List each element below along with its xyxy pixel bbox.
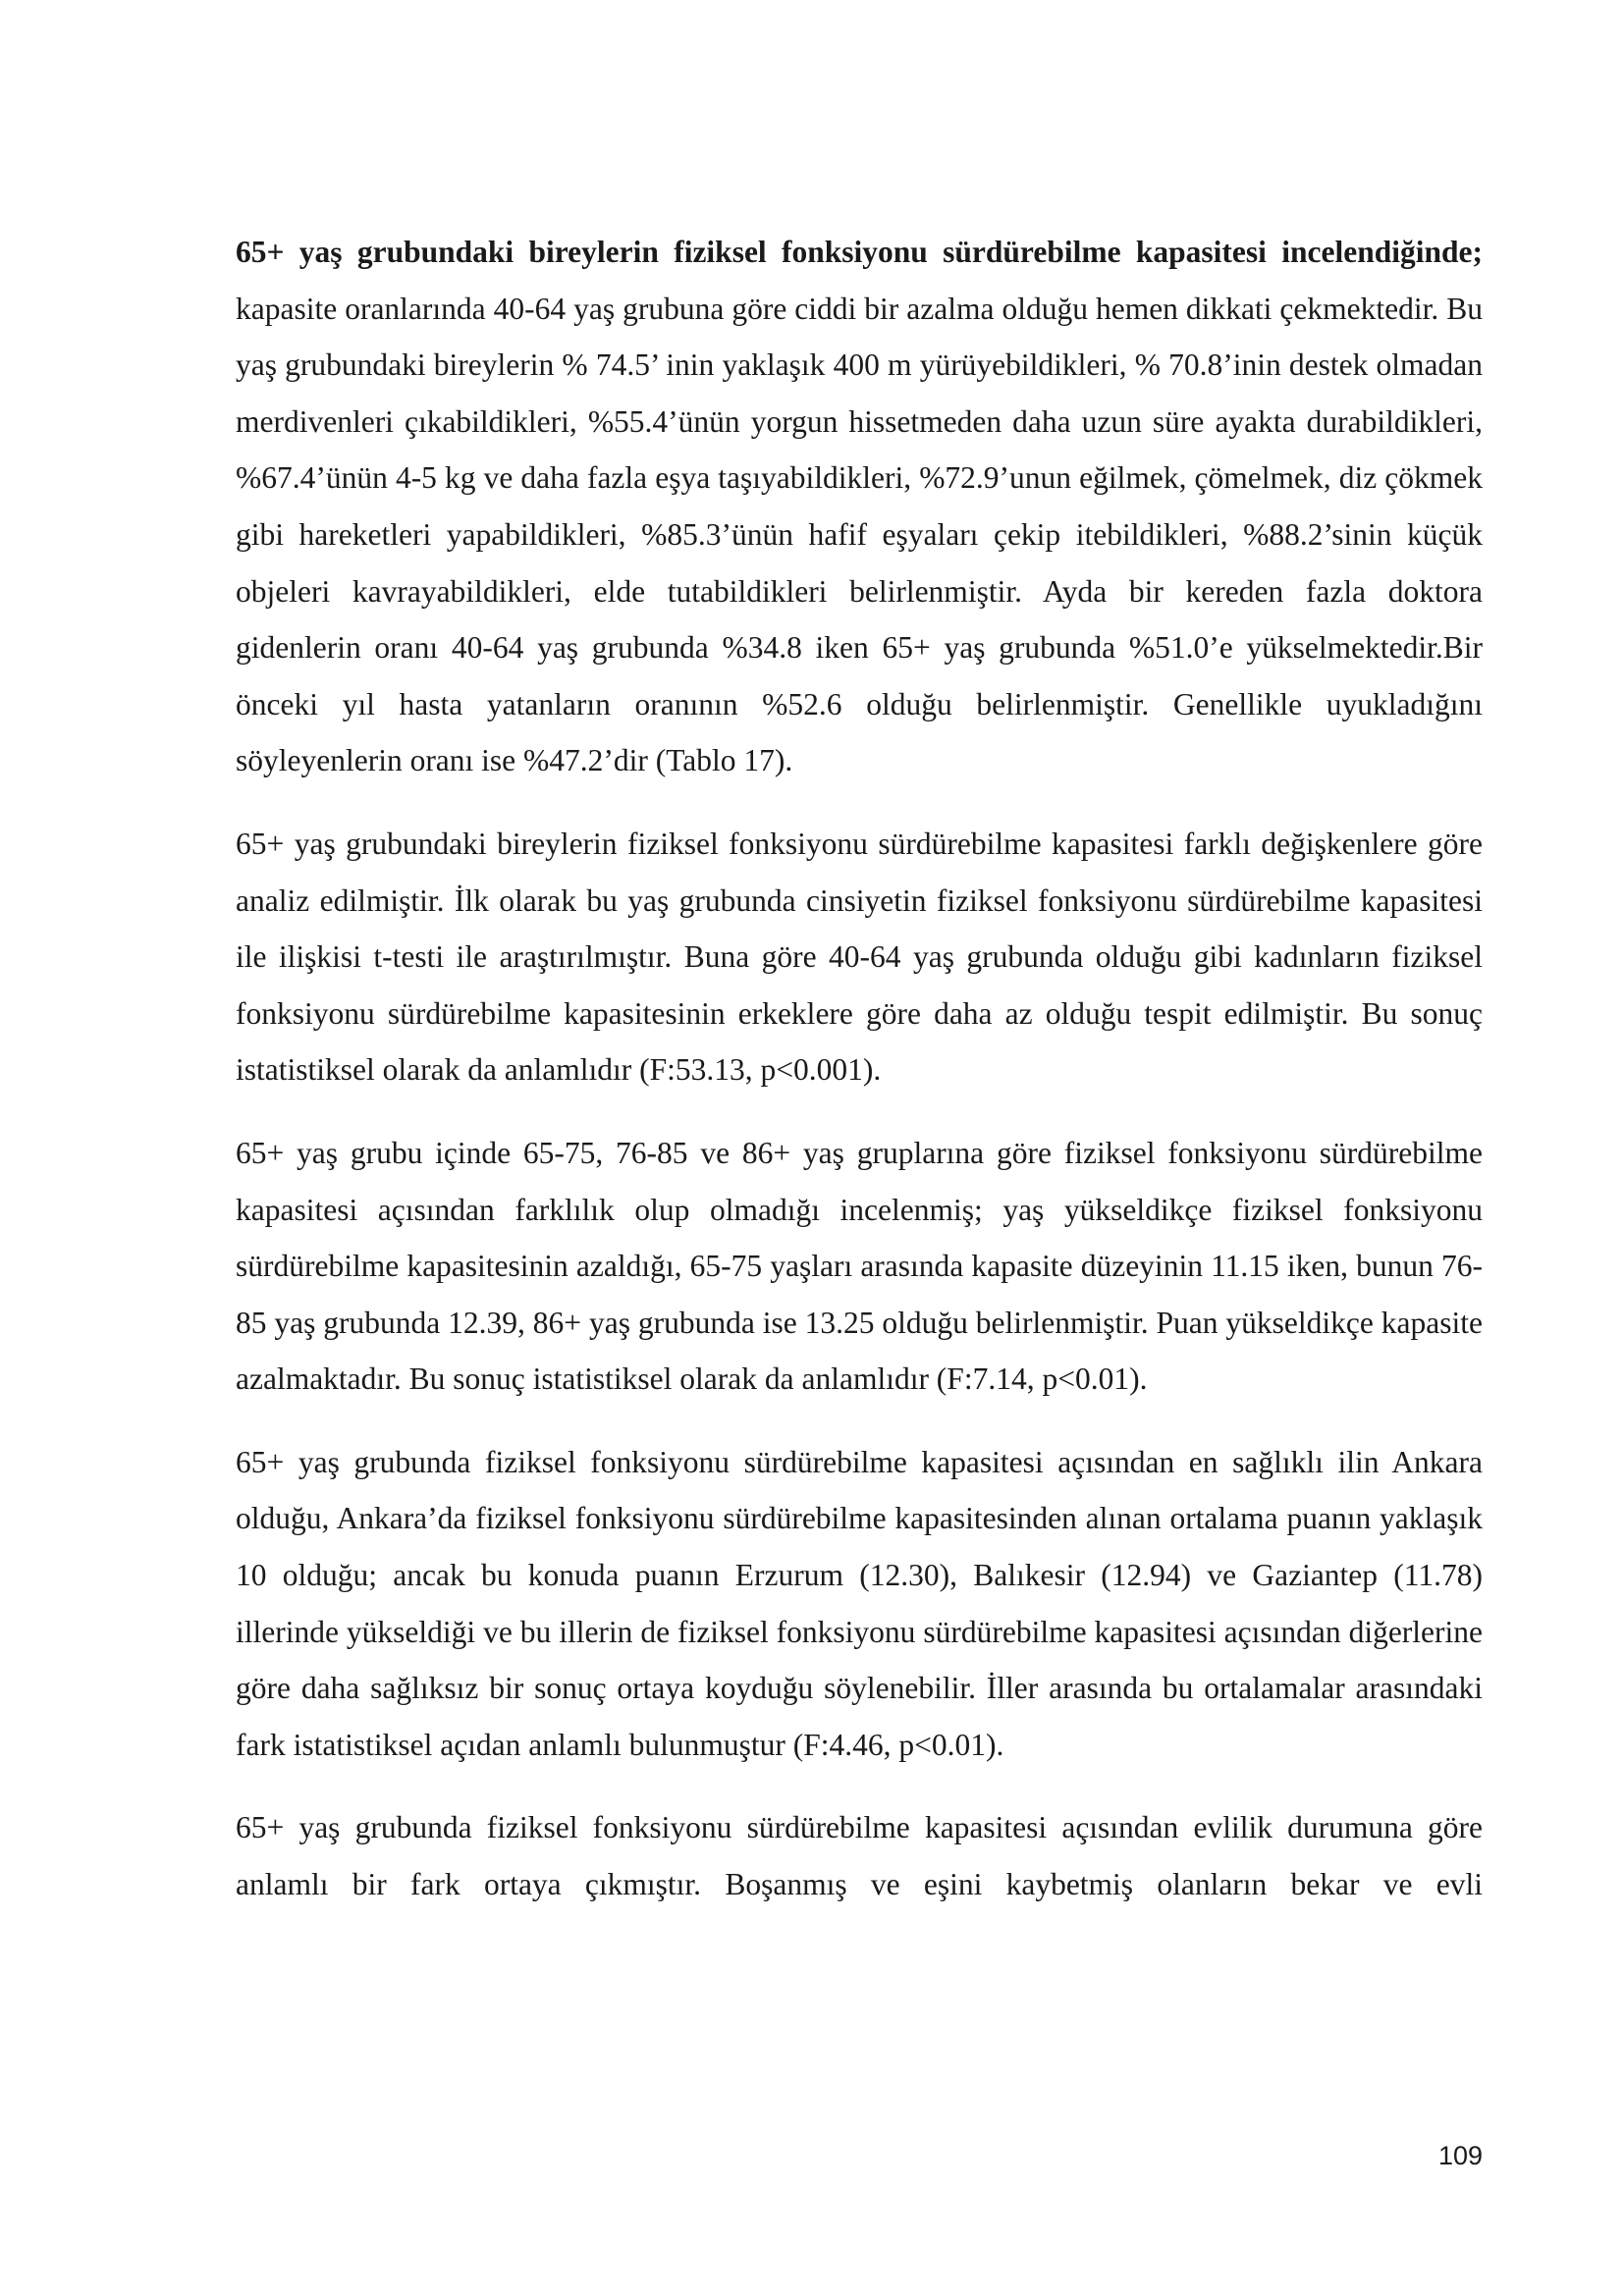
paragraph-2-text: 65+ yaş grubundaki bireylerin fiziksel fonksiyonu sürdürebilme kapasitesi farklı değişkenlere göre analiz edilmiştir. İlk olarak bu yaş grubunda cinsiyetin fiziksel fonksiyonu sürdürebilme kapasitesi ile ilişkisi t-testi ile araştırılmıştır. Buna göre 40-64 yaş grubunda olduğu gibi kadınların fiziksel fonksiyonu sürdürebilme kapasitesinin erkeklere göre daha az olduğu tespit edilmiştir. Bu sonuç istatistiksel olarak da anlamlıdır (F:53.13, p<0.001). <box>236 826 1483 1088</box>
paragraph-4 <box>236 1434 1483 1774</box>
paragraph-3-text: 65+ yaş grubu içinde 65-75, 76-85 ve 86+ yaş gruplarına göre fiziksel fonksiyonu sürdürebilme kapasitesi açısından farklılık olup olmadığı incelenmiş; yaş yükseldikçe fiziksel fonksiyonu sürdürebilme kapasitesinin azaldığı, 65-75 yaşları arasında kapasite düzeyinin 11.15 iken, bunun 76-85 yaş grubunda 12.39, 86+ yaş grubunda ise 13.25 olduğu belirlenmiştir. Puan yükseldikçe kapasite azalmaktadır. Bu sonuç istatistiksel olarak da anlamlıdır (F:7.14, p<0.01). <box>236 1135 1483 1397</box>
paragraph-5 <box>236 1799 1483 1912</box>
paragraph-1-bold-lead: 65+ yaş grubundaki bireylerin fiziksel fonksiyonu sürdürebilme kapasitesi incelendiğinde; <box>236 235 1483 269</box>
page-number: 109 <box>1437 2141 1483 2170</box>
paragraph-5-text: 65+ yaş grubunda fiziksel fonksiyonu sürdürebilme kapasitesi açısından evlilik durumuna göre anlamlı bir fark ortaya çıkmıştır. Boşanmış ve eşini kaybetmiş olanların bekar ve evli <box>236 1810 1483 1902</box>
paragraph-1 <box>236 224 1483 789</box>
document-body <box>236 224 1483 1940</box>
paragraph-4-text: 65+ yaş grubunda fiziksel fonksiyonu sürdürebilme kapasitesi açısından en sağlıklı ilin Ankara olduğu, Ankara’da fiziksel fonksiyonu sürdürebilme kapasitesinden alınan ortalama puanın yaklaşık 10 olduğu; ancak bu konuda puanın Erzurum (12.30), Balıkesir (12.94) ve Gaziantep (11.78) illerinde yükseldiği ve bu illerin de fiziksel fonksiyonu sürdürebilme kapasitesi açısından diğerlerine göre daha sağlıksız bir sonuç ortaya koyduğu söylenebilir. İller arasında bu ortalamalar arasındaki fark istatistiksel açıdan anlamlı bulunmuştur (F:4.46, p<0.01). <box>236 1444 1483 1762</box>
paragraph-3 <box>236 1125 1483 1408</box>
paragraph-2 <box>236 816 1483 1098</box>
paragraph-1-text: kapasite oranlarında 40-64 yaş grubuna göre ciddi bir azalma olduğu hemen dikkati çekmektedir. Bu yaş grubundaki bireylerin % 74.5’ inin yaklaşık 400 m yürüyebildikleri, % 70.8’inin destek olmadan merdivenleri çıkabildikleri, %55.4’ünün yorgun hissetmeden daha uzun süre ayakta durabildikleri, %67.4’ünün 4-5 kg ve daha fazla eşya taşıyabildikleri, %72.9’unun eğilmek, çömelmek, diz çökmek gibi hareketleri yapabildikleri, %85.3’ünün hafif eşyaları çekip itebildikleri, %88.2’sinin küçük objeleri kavrayabildikleri, elde tutabildikleri belirlenmiştir. Ayda bir kereden fazla doktora gidenlerin oranı 40-64 yaş grubunda %34.8 iken 65+ yaş grubunda %51.0’e yükselmektedir.Bir önceki yıl hasta yatanların oranının %52.6 olduğu belirlenmiştir. Genellikle uyukladığını söyleyenlerin oranı ise %47.2’dir (Tablo 17). <box>236 291 1483 778</box>
